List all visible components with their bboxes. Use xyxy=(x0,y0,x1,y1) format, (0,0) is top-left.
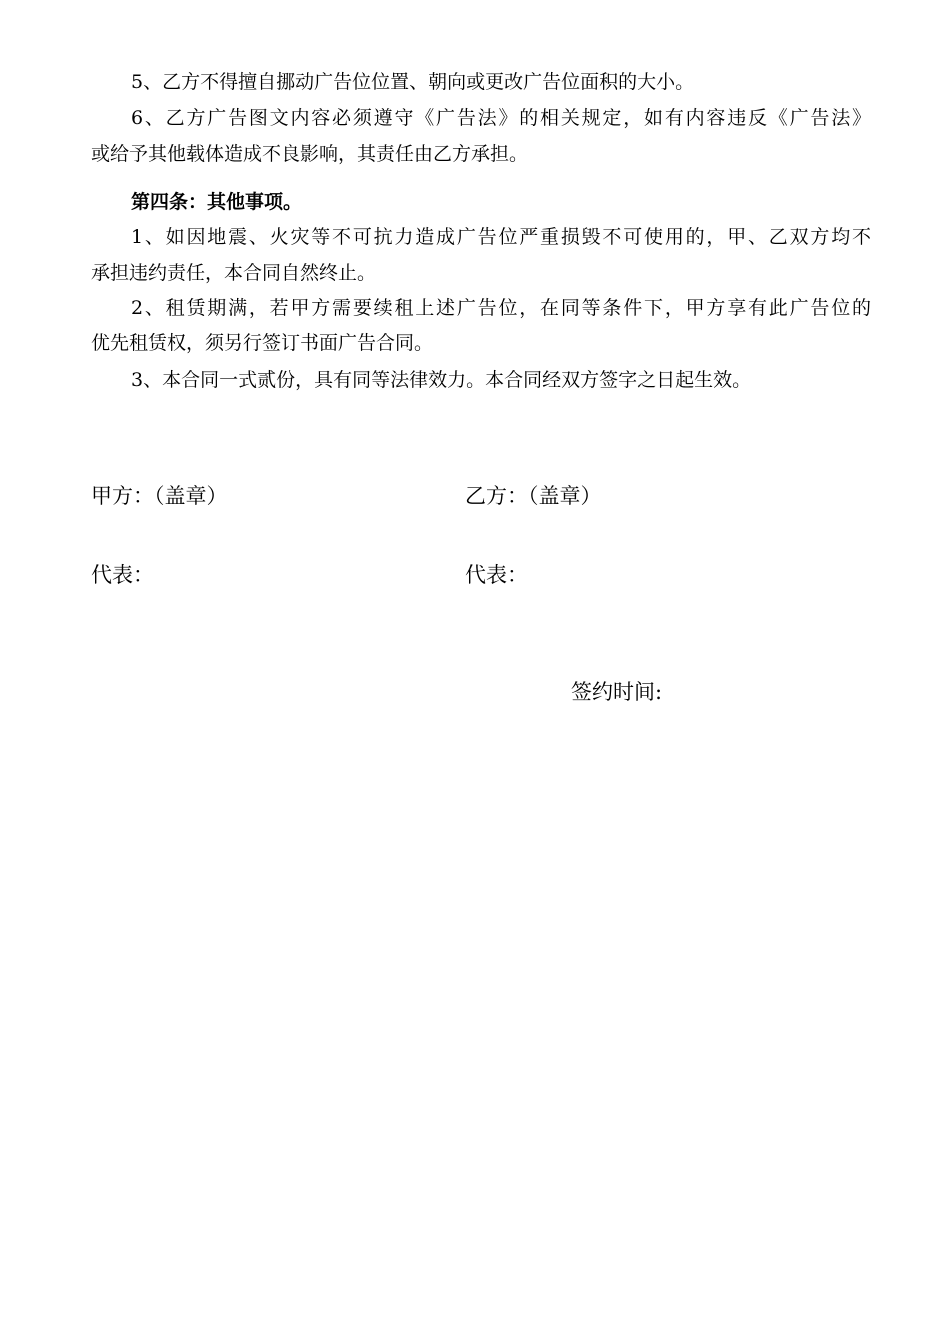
article-4-item-2-line-2: 优先租赁权，须另行签订书面广告合同。 xyxy=(91,332,434,354)
article-4-item-3: 3、本合同一式贰份，具有同等法律效力。本合同经双方签字之日起生效。 xyxy=(131,369,752,391)
clause-item-6-line-1: 6、乙方广告图文内容必须遵守《广告法》的相关规定，如有内容违反《广告法》 xyxy=(131,107,871,129)
signing-date-label: 签约时间: xyxy=(571,680,663,704)
clause-item-6-line-2: 或给予其他载体造成不良影响，其责任由乙方承担。 xyxy=(91,143,529,165)
party-a-seal-label: 甲方：（盖章） xyxy=(91,484,228,508)
article-4-item-2-line-1: 2、租赁期满，若甲方需要续租上述广告位，在同等条件下，甲方享有此广告位的 xyxy=(131,297,871,319)
clause-item-5: 5、乙方不得擅自挪动广告位位置、朝向或更改广告位面积的大小。 xyxy=(131,71,695,93)
party-b-seal-label: 乙方：（盖章） xyxy=(465,484,602,508)
party-b-representative-label: 代表： xyxy=(465,563,528,587)
article-4-item-1-line-1: 1、如因地震、火灾等不可抗力造成广告位严重损毁不可使用的，甲、乙双方均不 xyxy=(131,226,871,248)
party-a-representative-label: 代表： xyxy=(91,563,154,587)
article-4-item-1-line-2: 承担违约责任，本合同自然终止。 xyxy=(91,262,377,284)
article-4-heading: 第四条：其他事项。 xyxy=(131,191,303,213)
